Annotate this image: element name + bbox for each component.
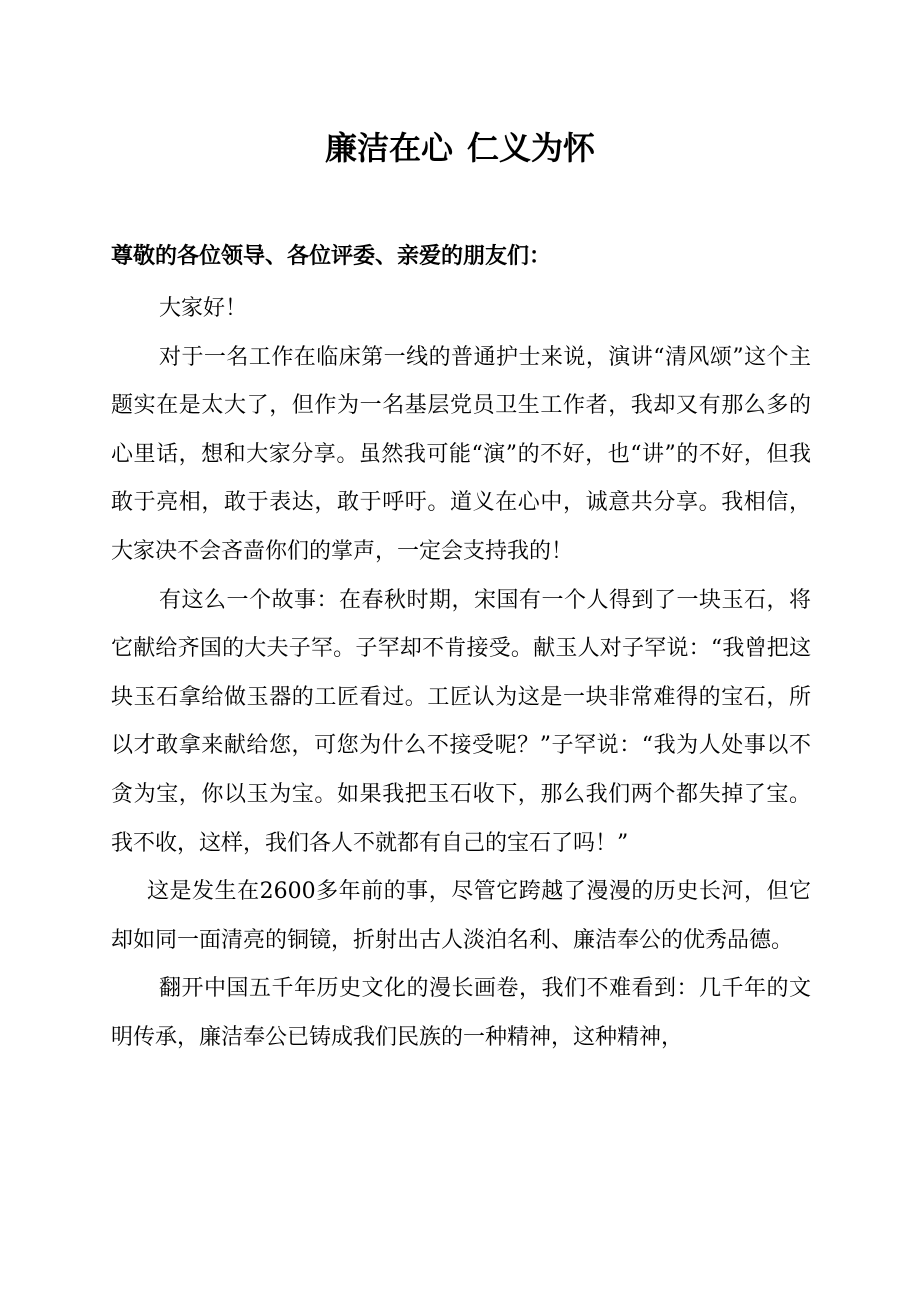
paragraph-history: 这是发生在2600多年前的事，尽管它跨越了漫漫的历史长河，但它却如同一面清亮的铜镜，折射出古人淡泊名利、廉洁奉公的优秀品德。 — [111, 879, 811, 953]
paragraph-culture: 翻开中国五千年历史文化的漫长画卷，我们不难看到：几千年的文明传承，廉洁奉公已铸成我们民族的一种精神，这种精神， — [111, 976, 811, 1050]
paragraph-intro: 对于一名工作在临床第一线的普通护士来说，演讲“清风颂”这个主题实在是太大了，但作为一名基层党员卫生工作者，我却又有那么多的心里话，想和大家分享。虽然我可能“演”的不好，也“讲”的不好，但我敢于亮相，敢于表达，敢于呼吁。道义在心中，诚意共分享。我相信，大家决不会吝啬你们的掌声，一定会支持我的！ — [111, 344, 811, 564]
title-part-2: 仁义为怀 — [467, 129, 596, 167]
title-part-1: 廉洁在心 — [324, 129, 453, 167]
speech-body — [111, 285, 811, 1063]
document-title — [0, 124, 920, 172]
salutation: 尊敬的各位领导、各位评委、亲爱的朋友们： — [111, 243, 552, 269]
paragraph-greeting: 大家好！ — [159, 296, 248, 321]
paragraph-story: 有这么一个故事：在春秋时期，宋国有一个人得到了一块玉石，将它献给齐国的大夫子罕。子罕却不肯接受。献玉人对子罕说：“我曾把这块玉石拿给做玉器的工匠看过。工匠认为这是一块非常难得的宝石，所以才敢拿来献给您，可您为什么不接受呢？”子罕说：“我为人处事以不贪为宝，你以玉为宝。如果我把玉石收下，那么我们两个都失掉了宝。我不收，这样，我们各人不就都有自己的宝石了吗！” — [111, 587, 811, 856]
